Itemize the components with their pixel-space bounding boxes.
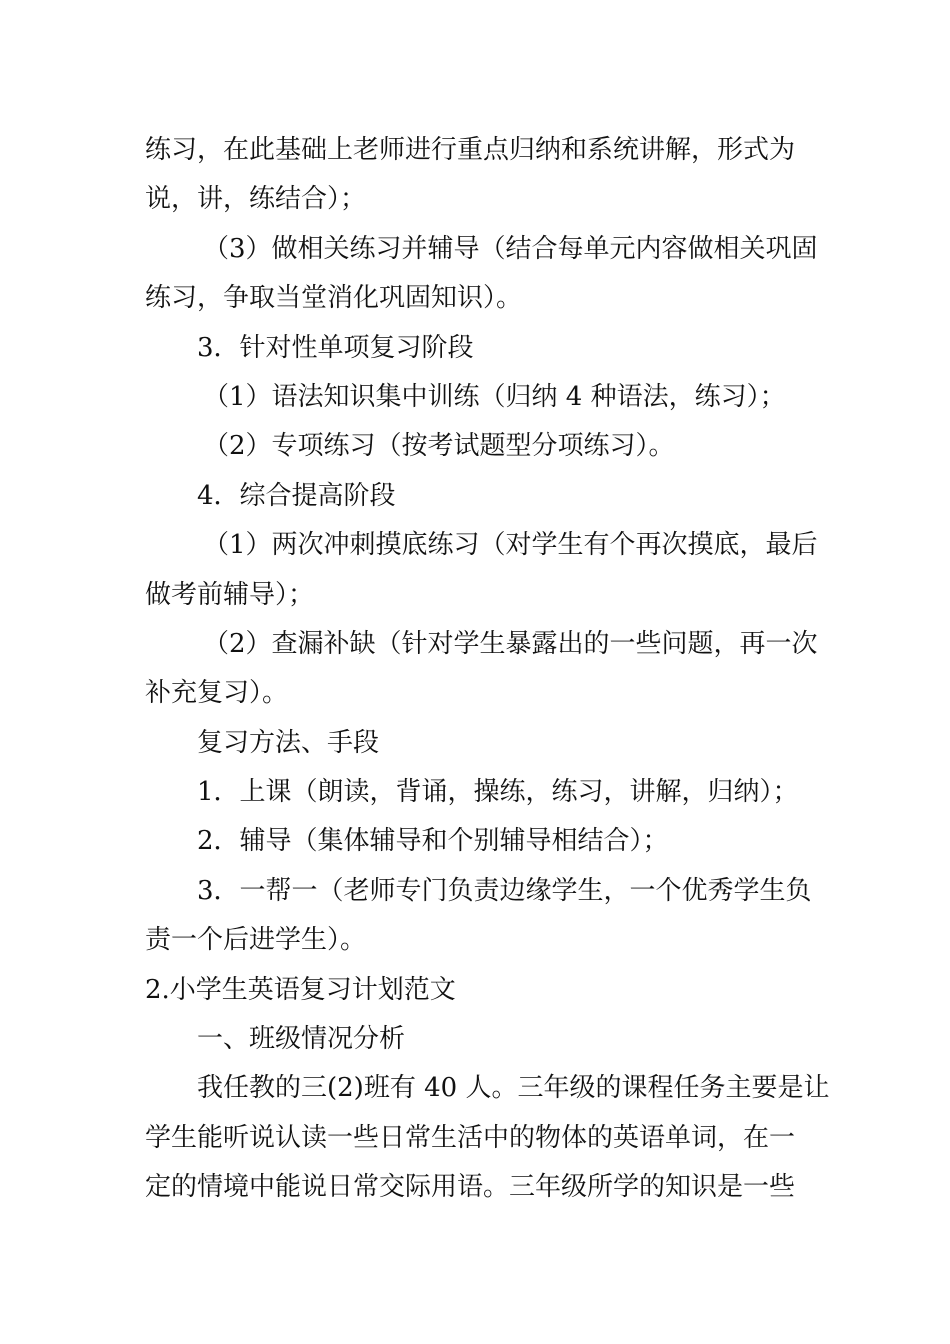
paragraph-line: 责一个后进学生）。	[145, 925, 367, 956]
document-title: 2.小学生英语复习计划范文	[145, 974, 456, 1005]
document-body	[145, 126, 830, 1213]
section-heading: 4．综合提高阶段	[197, 480, 396, 511]
list-item-line: （2）查漏补缺（针对学生暴露出的一些问题，再一次	[203, 628, 818, 659]
paragraph-line: 我任教的三(2)班有 40 人。三年级的课程任务主要是让	[197, 1073, 830, 1104]
list-item-line: 3．一帮一（老师专门负责边缘学生，一个优秀学生负	[197, 875, 812, 906]
list-item-line: 2．辅导（集体辅导和个别辅导相结合）；	[197, 826, 669, 857]
paragraph-line: 练习，在此基础上老师进行重点归纳和系统讲解，形式为	[145, 135, 796, 165]
paragraph-line: 学生能听说认读一些日常生活中的物体的英语单词，在一	[145, 1122, 796, 1153]
list-item-line: 1．上课（朗读，背诵，操练，练习，讲解，归纳）；	[197, 777, 799, 808]
paragraph-line: 做考前辅导）；	[145, 579, 315, 610]
list-item-line: （2）专项练习（按考试题型分项练习）。	[203, 431, 675, 462]
section-heading: 一、班级情况分析	[197, 1024, 406, 1055]
list-item-line: （3）做相关练习并辅导（结合每单元内容做相关巩固	[203, 233, 818, 264]
paragraph-line: 说，讲，练结合）；	[145, 184, 367, 215]
list-item-line: （1）语法知识集中训练（归纳 4 种语法，练习）；	[203, 381, 786, 412]
paragraph-line: 补充复习）。	[145, 678, 289, 709]
list-item-line: （1）两次冲刺摸底练习（对学生有个再次摸底，最后	[203, 530, 818, 561]
section-heading: 复习方法、手段	[197, 727, 380, 758]
paragraph-line: 练习，争取当堂消化巩固知识）。	[145, 283, 523, 314]
paragraph-line: 定的情境中能说日常交际用语。三年级所学的知识是一些	[145, 1172, 796, 1203]
section-heading: 3．针对性单项复习阶段	[197, 332, 474, 363]
